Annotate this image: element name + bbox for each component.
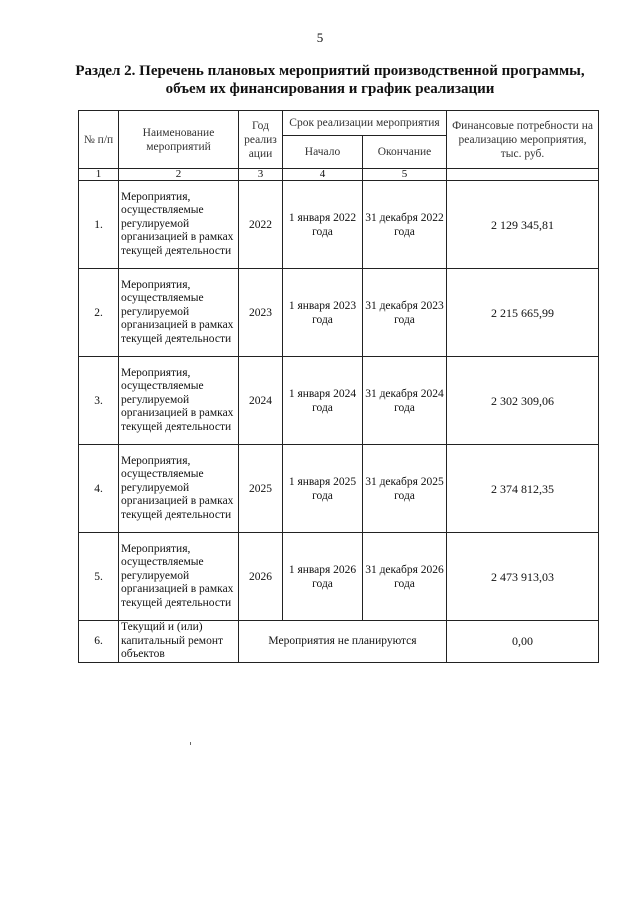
row-start: 1 января 2025 года — [283, 445, 363, 533]
header-period: Срок реализации мероприятия — [283, 111, 447, 136]
index-cell-4: 4 — [283, 169, 363, 181]
row-num: 6. — [79, 621, 119, 663]
row-end: 31 декабря 2025 года — [363, 445, 447, 533]
header-end: Окончание — [363, 136, 447, 169]
section-title — [70, 62, 590, 98]
index-cell-5: 5 — [363, 169, 447, 181]
table-row — [79, 533, 599, 621]
header-name: Наименование мероприятий — [119, 111, 239, 169]
row-start: 1 января 2024 года — [283, 357, 363, 445]
table-row — [79, 357, 599, 445]
row-start: 1 января 2026 года — [283, 533, 363, 621]
table-row-repairs — [79, 621, 599, 663]
row-year: 2026 — [239, 533, 283, 621]
row-end: 31 декабря 2024 года — [363, 357, 447, 445]
row-amount: 2 129 345,81 — [447, 181, 599, 269]
row-year: 2022 — [239, 181, 283, 269]
row-note: Мероприятия не планируются — [239, 621, 447, 663]
row-num: 2. — [79, 269, 119, 357]
row-name: Мероприятия, осуществляемые регулируемой организацией в рамках текущей деятельности — [119, 181, 239, 269]
table-row — [79, 445, 599, 533]
row-name: Текущий и (или) капитальный ремонт объектов — [119, 621, 239, 663]
row-num: 1. — [79, 181, 119, 269]
section-title-line-2: объем их финансирования и график реализации — [165, 81, 495, 97]
header-finance: Финансовые потребности на реализацию мероприятия, тыс. руб. — [447, 111, 599, 169]
section-title-line-1: Раздел 2. Перечень плановых мероприятий производственной программы, — [75, 63, 585, 79]
row-num: 4. — [79, 445, 119, 533]
header-num: № п/п — [79, 111, 119, 169]
index-cell-6 — [447, 169, 599, 181]
row-amount: 2 374 812,35 — [447, 445, 599, 533]
index-cell-1: 1 — [79, 169, 119, 181]
row-name: Мероприятия, осуществляемые регулируемой организацией в рамках текущей деятельности — [119, 357, 239, 445]
row-amount: 2 215 665,99 — [447, 269, 599, 357]
header-start: Начало — [283, 136, 363, 169]
row-amount: 2 302 309,06 — [447, 357, 599, 445]
row-year: 2025 — [239, 445, 283, 533]
row-year: 2024 — [239, 357, 283, 445]
activities-table — [78, 110, 599, 663]
index-cell-2: 2 — [119, 169, 239, 181]
row-year: 2023 — [239, 269, 283, 357]
index-cell-3: 3 — [239, 169, 283, 181]
row-num: 5. — [79, 533, 119, 621]
table-row — [79, 269, 599, 357]
row-num: 3. — [79, 357, 119, 445]
row-end: 31 декабря 2022 года — [363, 181, 447, 269]
row-amount: 0,00 — [447, 621, 599, 663]
row-name: Мероприятия, осуществляемые регулируемой организацией в рамках текущей деятельности — [119, 533, 239, 621]
page-number: 5 — [316, 30, 324, 45]
row-end: 31 декабря 2026 года — [363, 533, 447, 621]
row-amount: 2 473 913,03 — [447, 533, 599, 621]
row-start: 1 января 2022 года — [283, 181, 363, 269]
row-name: Мероприятия, осуществляемые регулируемой организацией в рамках текущей деятельности — [119, 445, 239, 533]
row-start: 1 января 2023 года — [283, 269, 363, 357]
scan-speck — [190, 742, 191, 745]
row-end: 31 декабря 2023 года — [363, 269, 447, 357]
table-row — [79, 181, 599, 269]
row-name: Мероприятия, осуществляемые регулируемой организацией в рамках текущей деятельности — [119, 269, 239, 357]
header-year: Год реализ ации — [239, 111, 283, 169]
